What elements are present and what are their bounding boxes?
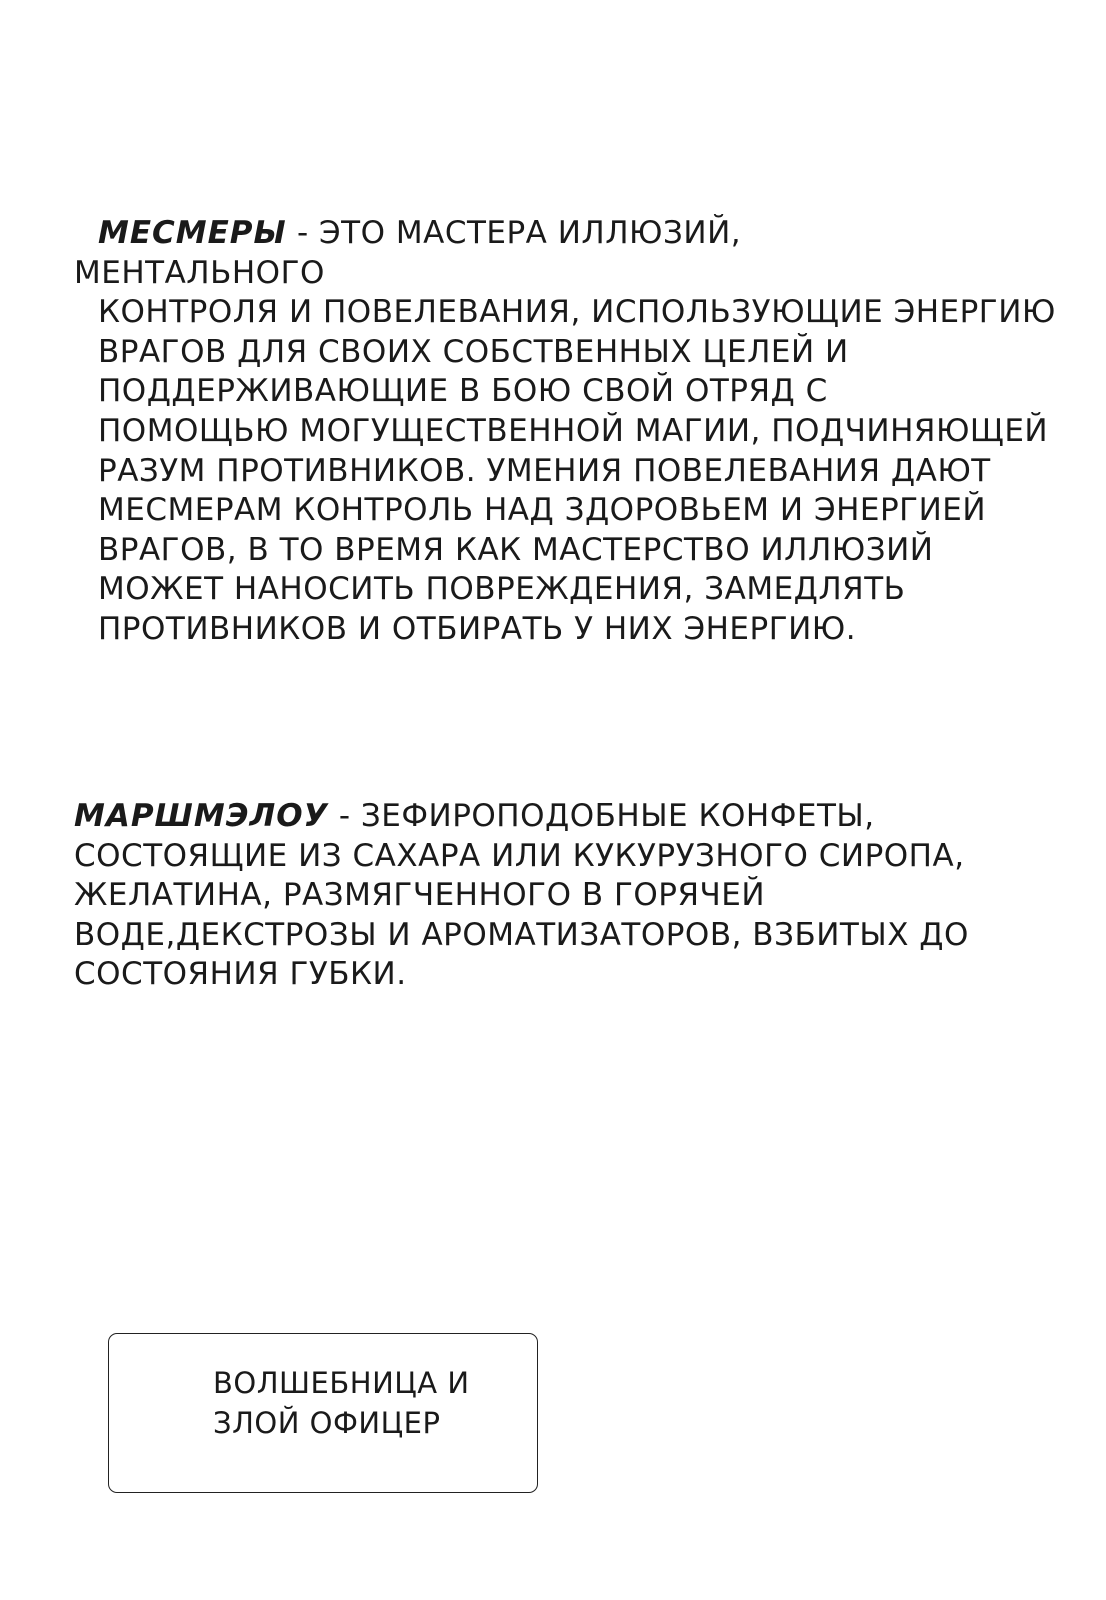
glossary-definition-line: КОНТРОЛЯ И ПОВЕЛЕВАНИЯ, ИСПОЛЬЗУЮЩИЕ ЭНЕРГИЮ <box>98 294 1056 331</box>
glossary-definition-line: ПОМОЩЬЮ МОГУЩЕСТВЕННОЙ МАГИИ, ПОДЧИНЯЮЩЕЙ <box>98 412 1049 449</box>
glossary-definition-line: МЕСМЕРАМ КОНТРОЛЬ НАД ЗДОРОВЬЕМ И ЭНЕРГИЕЙ <box>98 492 987 529</box>
title-caption-line: ЗЛОЙ ОФИЦЕР <box>213 1406 441 1440</box>
glossary-definition-line: ЖЕЛАТИНА, РАЗМЯГЧЕННОГО В ГОРЯЧЕЙ <box>74 877 766 914</box>
glossary-definition-line: - ЗЕФИРОПОДОБНЫЕ КОНФЕТЫ, <box>328 798 875 834</box>
glossary-definition-line: - ЭТО МАСТЕРА ИЛЛЮЗИЙ, МЕНТАЛЬНОГО <box>74 215 742 291</box>
glossary-definition-line: СОСТОЯЩИЕ ИЗ САХАРА ИЛИ КУКУРУЗНОГО СИРОПА, <box>74 837 965 874</box>
glossary-definition-line: ВОДЕ,ДЕКСТРОЗЫ И АРОМАТИЗАТОРОВ, ВЗБИТЫХ ДО <box>74 916 969 953</box>
glossary-entry-marshmallow <box>74 797 974 995</box>
glossary-definition-line: МОЖЕТ НАНОСИТЬ ПОВРЕЖДЕНИЯ, ЗАМЕДЛЯТЬ <box>98 571 906 608</box>
glossary-definition-line: ВРАГОВ, В ТО ВРЕМЯ КАК МАСТЕРСТВО ИЛЛЮЗИЙ <box>98 531 934 568</box>
title-caption-line: ВОЛШЕБНИЦА И <box>213 1366 470 1400</box>
glossary-definition-line: ПРОТИВНИКОВ И ОТБИРАТЬ У НИХ ЭНЕРГИЮ. <box>98 610 857 647</box>
title-caption-box <box>108 1333 538 1493</box>
title-caption-text <box>213 1363 470 1443</box>
glossary-definition-line: ПОДДЕРЖИВАЮЩИЕ В БОЮ СВОЙ ОТРЯД С <box>98 373 828 410</box>
glossary-term-marshmallow: МАРШМЭЛОУ <box>74 798 329 834</box>
glossary-entry-mesmers <box>74 214 1056 650</box>
glossary-term-mesmers: МЕСМЕРЫ <box>98 215 287 251</box>
glossary-definition-line: ВРАГОВ ДЛЯ СВОИХ СОБСТВЕННЫХ ЦЕЛЕЙ И <box>98 333 849 370</box>
glossary-definition-line: РАЗУМ ПРОТИВНИКОВ. УМЕНИЯ ПОВЕЛЕВАНИЯ ДАЮТ <box>98 452 991 489</box>
glossary-definition-line: СОСТОЯНИЯ ГУБКИ. <box>74 956 407 993</box>
